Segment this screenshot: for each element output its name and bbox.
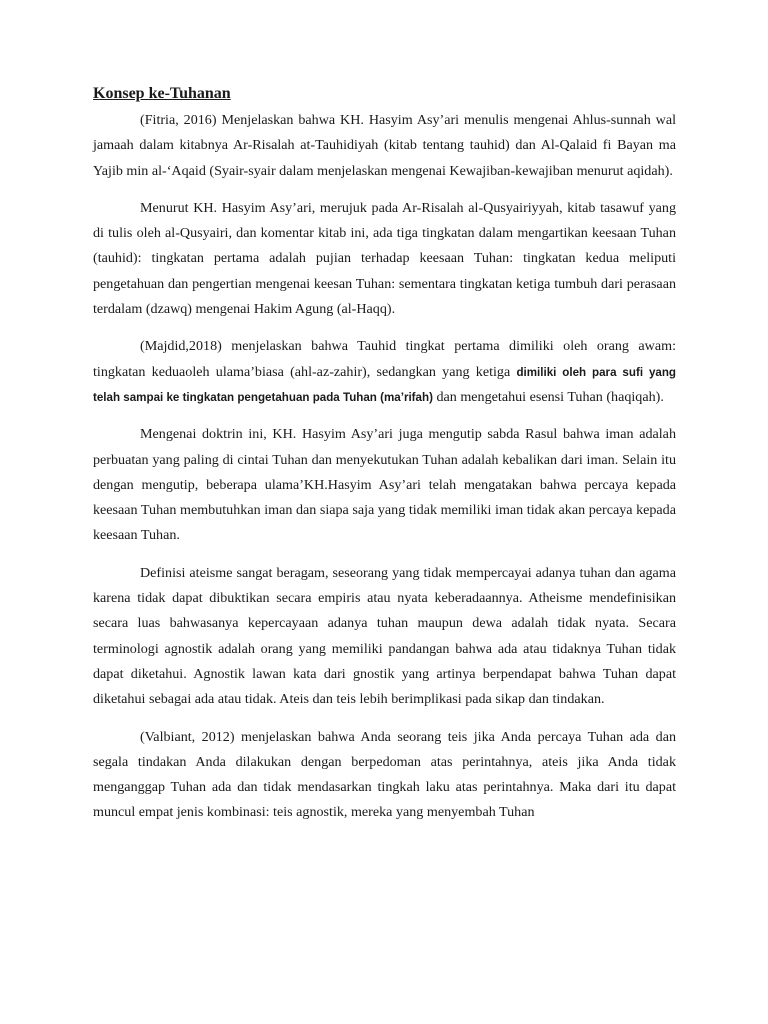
paragraph-3-text-end: dan mengetahui esensi Tuhan (haqiqah). [432,388,664,405]
paragraph-3 [93,334,676,410]
paragraph-3-bold-text: dimiliki oleh para sufi yang telah sampai ke tingkatan pengetahuan pada Tuhan (ma’rifah) [93,365,677,404]
paragraph-2: Menurut KH. Hasyim Asy’ari, merujuk pada Ar-Risalah al-Qusyairiyyah, kitab tasawuf yang di tulis oleh al-Qusyairi, dan komentar kitab ini, ada tiga tingkatan dalam mengartikan keesaan Tuhan (tauhid): tingkatan pertama adalah pujian terhadap keesaan Tuhan: tingkatan kedua meliputi pengetahuan dan pengertian mengenai keesan Tuhan: sementara tingkatan ketiga tumbuh dari perasaan terdalam (dzawq) mengenai Hakim Agung (al-Haqq). [93,199,676,318]
paragraph-6: (Valbiant, 2012) menjelaskan bahwa Anda seorang teis jika Anda percaya Tuhan ada dan segala tindakan Anda dilakukan dengan berpedoman atas perintahnya, ateis jika Anda tidak menganggap Tuhan ada dan tidak mendasarkan tingkah laku atas perintahnya. Maka dari itu dapat muncul empat jenis kombinasi: teis agnostik, mereka yang menyembah Tuhan [93,728,676,821]
paragraph-1: (Fitria, 2016) Menjelaskan bahwa KH. Hasyim Asy’ari menulis mengenai Ahlus-sunnah wal jamaah dalam kitabnya Ar-Risalah at-Tauhidiyah (kitab tentang tauhid) dan Al-Qalaid fi Bayan ma Yajib min al-‘Aqaid (Syair-syair dalam menjelaskan mengenai Kewajiban-kewajiban menurut aqidah). [93,112,676,179]
paragraph-3-text-start: (Majdid,2018) menjelaskan bahwa Tauhid tingkat pertama dimiliki oleh orang awam: tingkatan keduaoleh ulama’biasa (ahl-az-zahir), sedangkan yang ketiga [93,338,676,380]
paragraph-4: Mengenai doktrin ini, KH. Hasyim Asy’ari juga mengutip sabda Rasul bahwa iman adalah perbuatan yang paling di cintai Tuhan dan menyekutukan Tuhan adalah kebalikan dari iman. Selain itu dengan mengutip, beberapa ulama’KH.Hasyim Asy’ari telah mengatakan bahwa percaya kepada keesaan Tuhan membutuhkan iman dan siapa saja yang tidak memiliki iman tidak akan percaya kepada keesaan Tuhan. [93,426,676,544]
paragraph-5: Definisi ateisme sangat beragam, seseorang yang tidak mempercayai adanya tuhan dan agama karena tidak dapat dibuktikan secara empiris atau nyata keberadaannya. Atheisme mendefinisikan secara luas bahwasanya kepercayaan adanya tuhan maupun dewa adalah tidak nyata. Secara terminologi agnostik adalah orang yang memiliki pandangan bahwa ada atau tidaknya Tuhan tidak dapat diketahui. Agnostik lawan kata dari gnostik yang artinya berpendapat bahwa Tuhan dapat diketahui sebagai ada atau tidak. Ateis dan teis lebih berimplikasi pada sikap dan tindakan. [93,564,676,708]
section-title: Konsep ke-Tuhanan [93,85,231,102]
